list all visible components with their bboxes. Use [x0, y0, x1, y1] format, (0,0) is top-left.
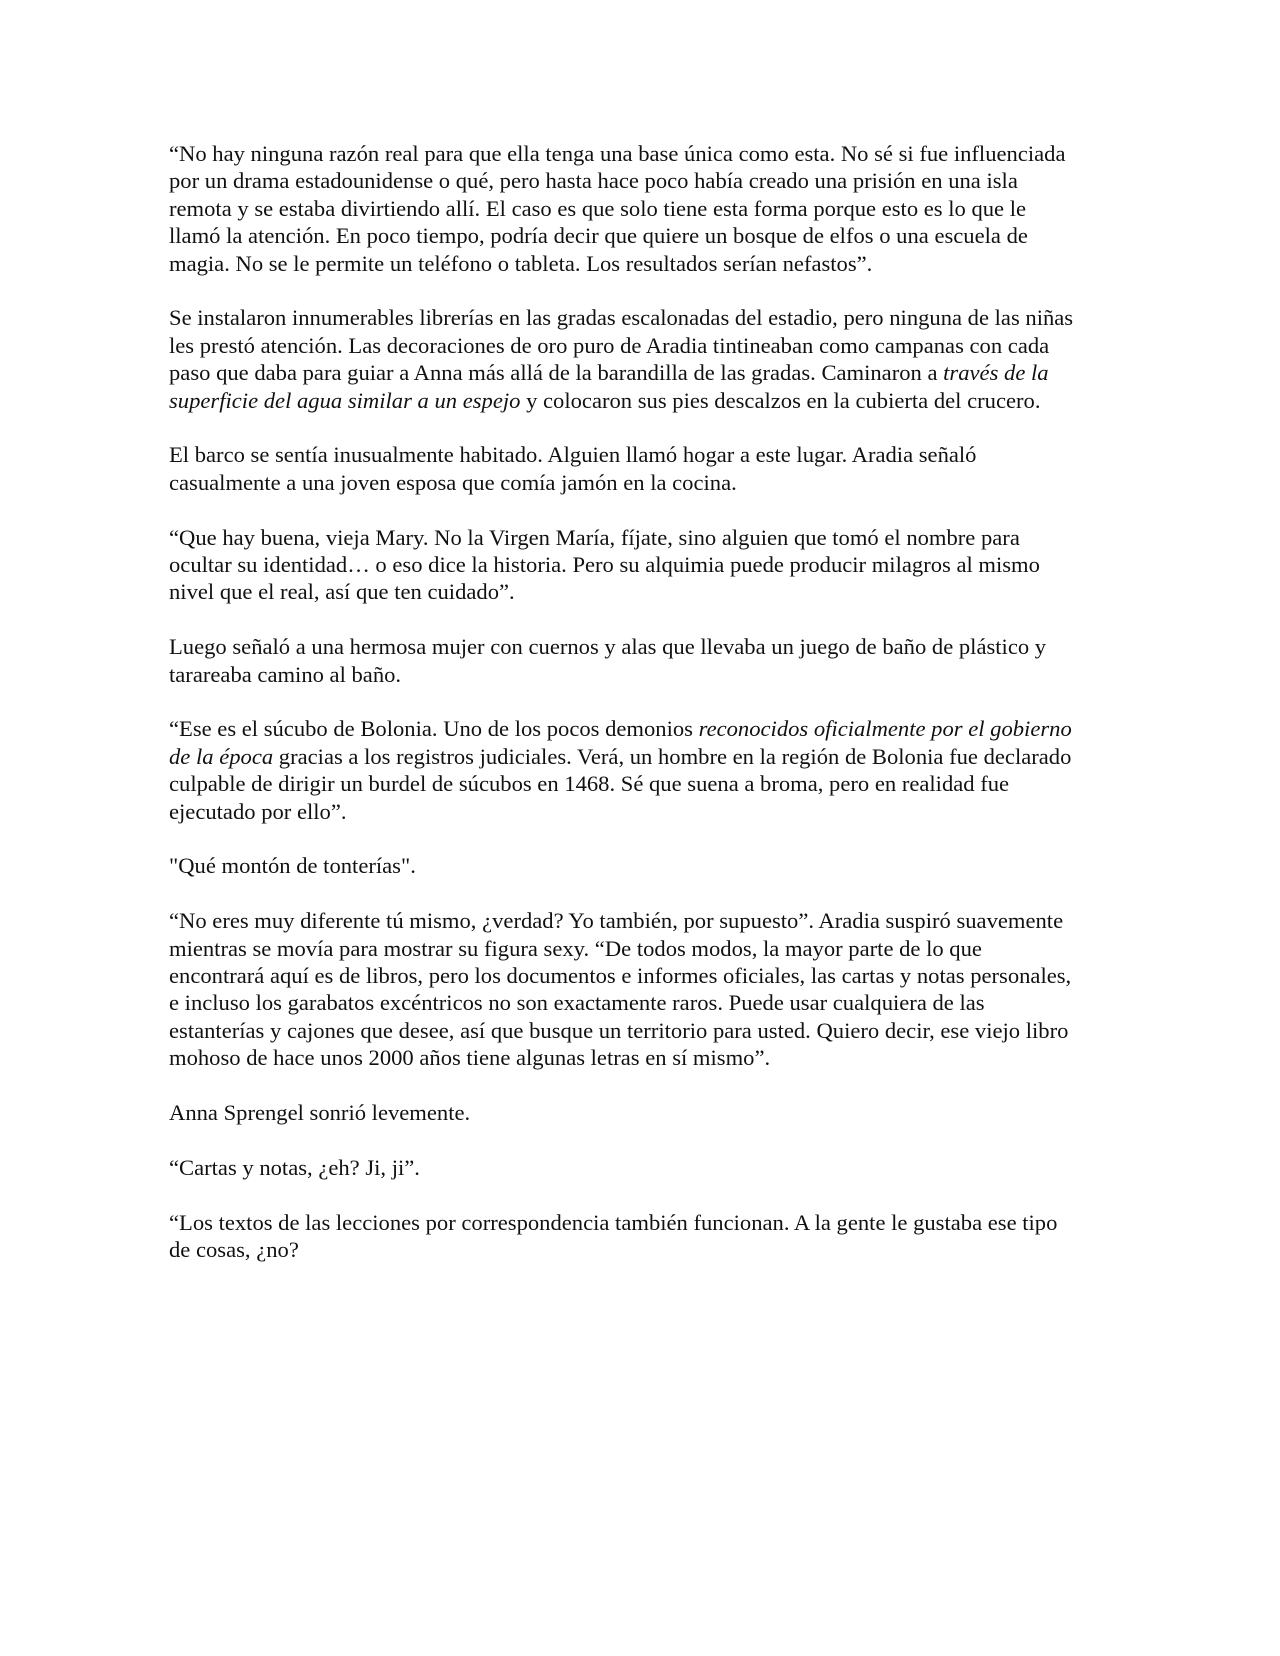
paragraph-8 [169, 907, 1079, 1071]
paragraph-1 [169, 140, 1079, 277]
text-segment: gracias a los registros judiciales. Verá, un hombre en la región de Bolonia fue declarado culpable de dirigir un burdel de súcubos en 1468. Sé que suena a broma, pero en realidad fue ejecutado por ello”. [169, 743, 1072, 824]
text-segment: “Que hay buena, vieja Mary. No la Virgen María, fíjate, sino alguien que tomó el nombre para ocultar su identidad… o eso dice la historia. Pero su alquimia puede producir milagros al mismo nivel que el real, así que ten cuidado”. [169, 524, 1040, 605]
paragraph-9 [169, 1099, 1079, 1126]
paragraph-11 [169, 1209, 1079, 1264]
paragraph-4 [169, 524, 1079, 606]
text-segment: Luego señaló a una hermosa mujer con cuernos y alas que llevaba un juego de baño de plástico y tarareaba camino al baño. [169, 634, 1047, 687]
text-segment: "Qué montón de tonterías". [169, 853, 416, 879]
document-body [169, 140, 1079, 1291]
text-segment: “Ese es el súcubo de Bolonia. Uno de los pocos demonios [169, 716, 699, 742]
paragraph-3 [169, 441, 1079, 496]
text-segment: Anna Sprengel sonrió levemente. [169, 1100, 471, 1126]
text-segment: El barco se sentía inusualmente habitado. Alguien llamó hogar a este lugar. Aradia señaló casualmente a una joven esposa que comía jamón en la cocina. [169, 442, 977, 495]
paragraph-7 [169, 852, 1079, 879]
paragraph-6 [169, 715, 1079, 825]
text-segment: “Los textos de las lecciones por correspondencia también funcionan. A la gente le gustaba ese tipo de cosas, ¿no? [169, 1209, 1058, 1263]
italic-text-segment: través de la superficie del agua similar a un espejo [169, 360, 1049, 413]
paragraph-10 [169, 1154, 1079, 1181]
italic-text-segment: reconocidos oficialmente por el gobierno de la época [169, 716, 1072, 769]
paragraph-2 [169, 304, 1079, 414]
text-segment: “Cartas y notas, ¿eh? Ji, ji”. [169, 1154, 420, 1180]
text-segment: Se instalaron innumerables librerías en las gradas escalonadas del estadio, pero ninguna de las niñas les prestó atención. Las decoraciones de oro puro de Aradia tintineaban como campanas con cada paso que daba para guiar a Anna más allá de la barandilla de las gradas. Caminaron a [169, 305, 1074, 386]
text-segment: y colocaron sus pies descalzos en la cubierta del crucero. [520, 387, 1041, 413]
text-segment: “No hay ninguna razón real para que ella tenga una base única como esta. No sé si fue influenciada por un drama estadounidense o qué, pero hasta hace poco había creado una prisión en una isla remota y se estaba divirtiendo allí. El caso es que solo tiene esta forma porque esto es lo que le llamó la atención. En poco tiempo, podría decir que quiere un bosque de elfos o una escuela de magia. No se le permite un teléfono o tableta. Los resultados serían nefastos”. [169, 141, 1066, 276]
text-segment: “No eres muy diferente tú mismo, ¿verdad? Yo también, por supuesto”. Aradia suspiró suavemente mientras se movía para mostrar su figura sexy. “De todos modos, la mayor parte de lo que encontrará aquí es de libros, pero los documentos e informes oficiales, las cartas y notas personales, e incluso los garabatos excéntricos no son exactamente raros. Puede usar cualquiera de las estanterías y cajones que desee, así que busque un territorio para usted. Quiero decir, ese viejo libro mohoso de hace unos 2000 años tiene algunas letras en sí mismo”. [169, 908, 1072, 1071]
paragraph-5 [169, 633, 1079, 688]
